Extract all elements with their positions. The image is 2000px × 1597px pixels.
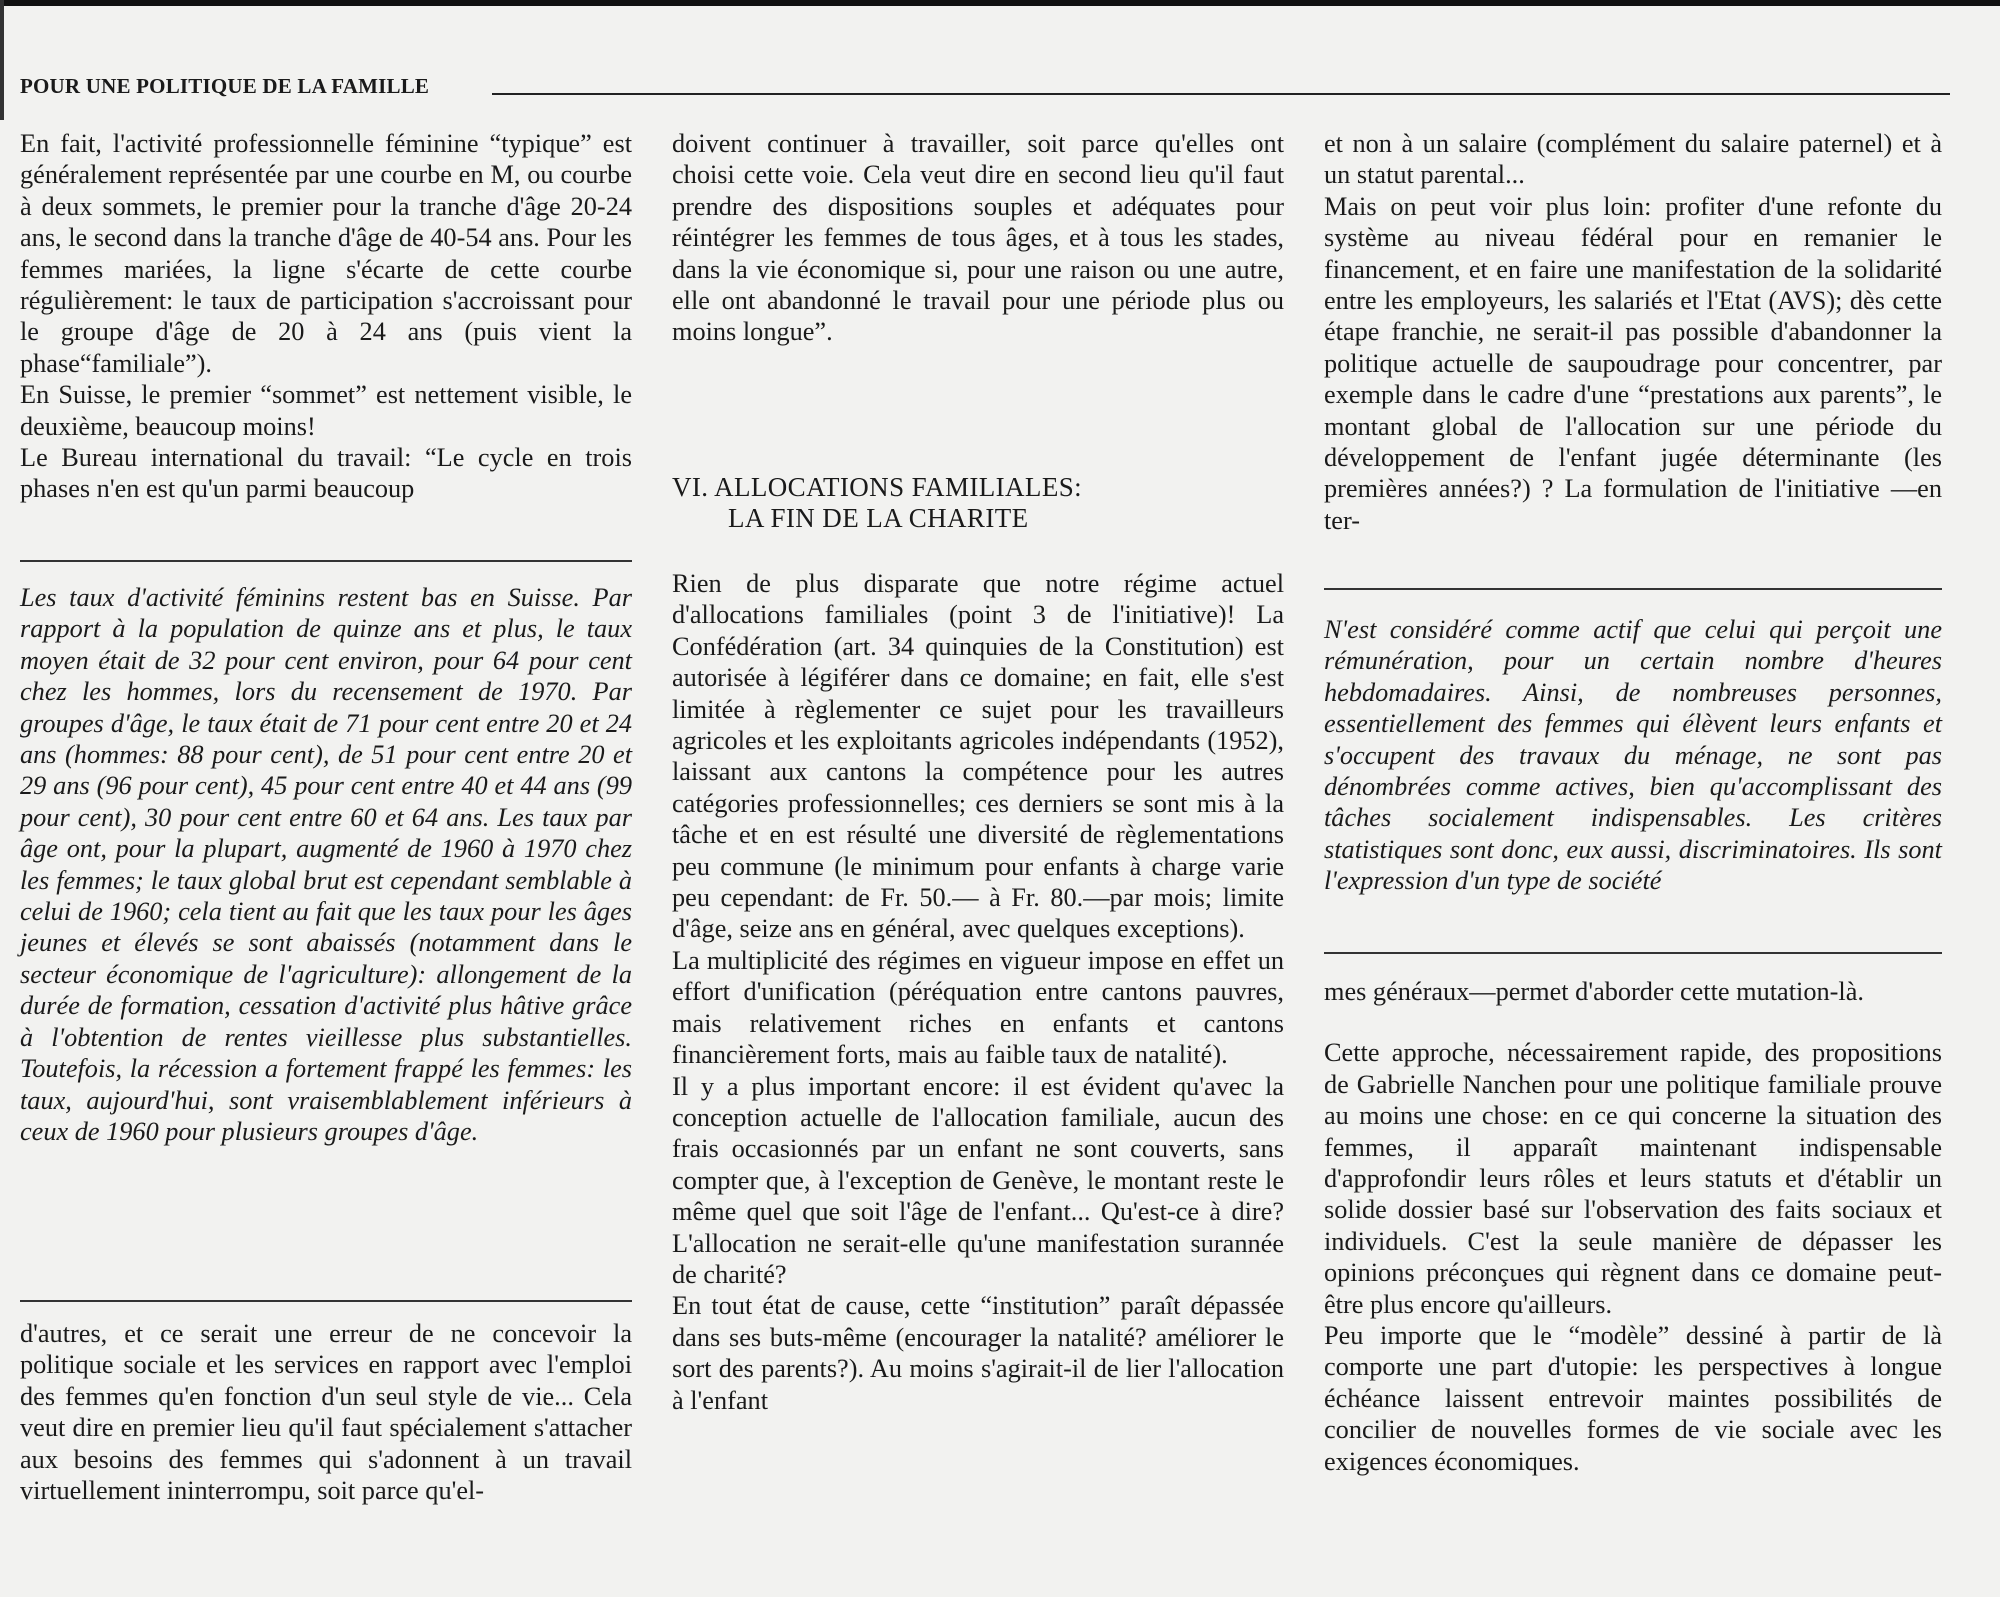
section-title-line-1: VI. ALLOCATIONS FAMILIALES: (672, 472, 1083, 502)
box-rule-top (20, 560, 632, 562)
running-header (20, 74, 1950, 104)
col2-text-top (672, 128, 1284, 348)
col3-text-top (1324, 128, 1942, 536)
section-heading (672, 472, 1284, 534)
box-rule-bottom (20, 1300, 632, 1302)
paragraph: Il y a plus important encore: il est évident qu'avec la conception actuelle de l'allocation familiale, aucun des frais occasionnés par un enfant ne sont couverts, sans compter que, à l'exception de Genève, le montant reste le même quel que soit l'âge de l'enfant... Qu'est-ce à dire? L'allocation ne serait-elle qu'une manifestation surannée de charité? (672, 1071, 1284, 1289)
scan-left-edge (0, 0, 4, 120)
paragraph: La multiplicité des régimes en vigueur impose en effet un effort d'unification (péréquation entre cantons pauvres, mais relativement riches en enfants et cantons financièrement forts, mais au faible taux de natalité). (672, 945, 1284, 1070)
paragraph: Cette approche, nécessairement rapide, des propositions de Gabrielle Nanchen pour une politique familiale prouve au moins une chose: en ce qui concerne la situation des femmes, il apparaît maintenant indispensable d'approfondir leurs rôles et leurs statuts et d'établir un solide dossier basé sur l'observation des faits sociaux et individuels. C'est la seule manière de dépasser les opinions préconçues qui règnent dans ce domaine peut-être plus encore qu'ailleurs. (1324, 1038, 1942, 1319)
paragraph: En Suisse, le premier “sommet” est nettement visible, le deuxième, beaucoup moins! (20, 380, 632, 441)
col3-text-bottom (1324, 976, 1942, 1477)
col3-sidebar-box (1324, 614, 1942, 897)
sidebar-note: N'est considéré comme actif que celui qui perçoit une rémunération, pour un certain nombre d'heures hebdomadaires. Ainsi, de nombreuses personnes, essentiellement des femmes qui élèvent leurs enfants et s'occupent des travaux du ménage, ne sont pas dénombrées comme actives, bien qu'accomplissant des tâches socialement indispensables. Les critères statistiques sont donc, eux aussi, discriminatoires. Ils sont l'expression d'un type de société (1324, 615, 1942, 896)
box-rule-bottom (1324, 952, 1942, 954)
paragraph: mes généraux—permet d'aborder cette mutation-là. (1324, 977, 1864, 1006)
paragraph: doivent continuer à travailler, soit parce qu'elles ont choisi cette voie. Cela veut dire en second lieu qu'il faut prendre des dispositions souples et adéquates pour réintégrer les femmes de tous âges, et à tous les stades, dans la vie économique si, pour une raison ou une autre, elle ont abandonné le travail pour une période plus ou moins longue”. (672, 129, 1284, 347)
paragraph: Rien de plus disparate que notre régime actuel d'allocations familiales (point 3 de l'initiative)! La Confédération (art. 34 quinquies de la Constitution) est autorisée à légiférer dans ce domaine; en fait, elle s'est limitée à règlementer ce sujet pour les travailleurs agricoles et les exploitants agricoles indépendants (1952), laissant aux cantons la compétence pour les autres catégories professionnelles; ces derniers se sont mis à la tâche et en est résulté une diversité de règlementations peu commune (le minimum pour enfants à charge varie peu cependant: de Fr. 50.— à Fr. 80.—par mois; limite d'âge, seize ans en général, avec quelques exceptions). (672, 569, 1284, 944)
paragraph: En fait, l'activité professionnelle féminine “typique” est généralement représentée par une courbe en M, ou courbe à deux sommets, le premier pour la tranche d'âge 20-24 ans, le second dans la tranche d'âge de 40-54 ans. Pour les femmes mariées, la ligne s'écarte de cette courbe régulièrement: le taux de participation s'accroissant pour le groupe d'âge de 20 à 24 ans (puis vient la phase“familiale”). (20, 129, 632, 378)
sidebar-note: Les taux d'activité féminins restent bas en Suisse. Par rapport à la population de quinze ans et plus, le taux moyen était de 32 pour cent environ, pour 64 pour cent chez les hommes, lors du recensement de 1970. Par groupes d'âge, le taux était de 71 pour cent entre 20 et 24 ans (hommes: 88 pour cent), de 51 pour cent entre 20 et 29 ans (96 pour cent), 45 pour cent entre 40 et 44 ans (99 pour cent), 30 pour cent entre 60 et 64 ans. Les taux par âge ont, pour la plupart, augmenté de 1960 à 1970 chez les femmes; le taux global brut est cependant semblable à celui de 1960; cela tient au fait que les taux pour les âges jeunes et élevés se sont abaissés (notamment dans le secteur économique de l'agriculture): allongement de la durée de formation, cessation d'activité plus hâtive grâce à l'obtention de rentes vieillesse plus substantielles. Toutefois, la récession a fortement frappé les femmes: les taux, aujourd'hui, sont vraisemblablement inférieurs à ceux de 1960 pour plusieurs groupes d'âge. (20, 583, 632, 1146)
col1-sidebar-box (20, 582, 632, 1147)
col2-text-body (672, 568, 1284, 1416)
paragraph: Le Bureau international du travail: “Le cycle en trois phases n'en est qu'un parmi beaucoup (20, 443, 632, 504)
paragraph: Mais on peut voir plus loin: profiter d'une refonte du système au niveau fédéral pour en remanier le financement, et en faire une manifestation de la solidarité entre les employeurs, les salariés et l'Etat (AVS); dès cette étape franchie, ne serait-il pas possible d'abandonner la politique actuelle de saupoudrage pour concentrer, par exemple dans le cadre d'une “prestations aux parents”, le montant global de l'allocation sur une période du développement de l'enfant jugée déterminante (les premières années?) ? La formulation de l'initiative —en ter- (1324, 191, 1942, 535)
section-title (672, 472, 1284, 534)
header-rule (492, 93, 1950, 95)
col1-text-bottom (20, 1318, 632, 1506)
paragraph: Peu importe que le “modèle” dessiné à partir de là comporte une part d'utopie: les perspectives à longue échéance laissent entrevoir maintes possibilités de concilier de nouvelles formes de vie sociale avec les exigences économiques. (1324, 1321, 1942, 1476)
paragraph: d'autres, et ce serait une erreur de ne concevoir la politique sociale et les services en rapport avec l'emploi des femmes qu'en fonction d'un seul style de vie... Cela veut dire en premier lieu qu'il faut spécialement s'attacher aux besoins des femmes qui s'adonnent à un travail virtuellement ininterrompu, soit parce qu'el- (20, 1319, 632, 1506)
section-title-line-2: LA FIN DE LA CHARITE (728, 503, 1029, 533)
box-rule-top (1324, 588, 1942, 590)
col1-text-top (20, 128, 632, 505)
paragraph: En tout état de cause, cette “institution” paraît dépassée dans ses buts-même (encourager la natalité? améliorer le sort des parents?). Au moins s'agirait-il de lier l'allocation à l'enfant (672, 1291, 1284, 1415)
scan-top-edge (0, 0, 2000, 6)
paragraph: et non à un salaire (complément du salaire paternel) et à un statut parental... (1324, 129, 1942, 190)
header-title: POUR UNE POLITIQUE DE LA FAMILLE (20, 74, 430, 98)
